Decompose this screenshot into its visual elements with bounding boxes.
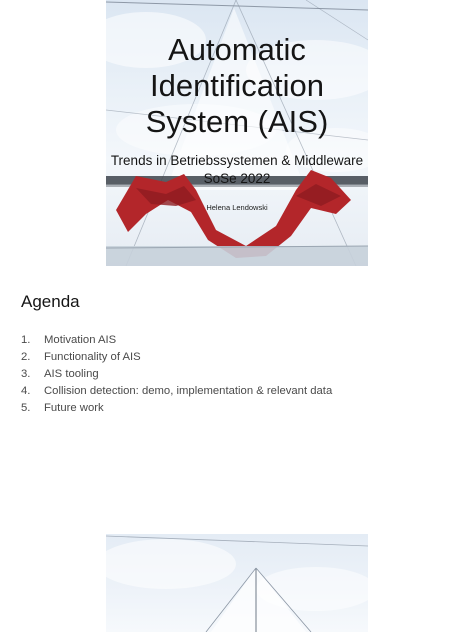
agenda-item xyxy=(21,349,332,366)
subtitle-line-2: SoSe 2022 xyxy=(203,171,271,186)
slide-author: Helena Lendowski xyxy=(206,203,268,212)
title-line-2: Identification xyxy=(149,68,325,103)
agenda-item-number: 3. xyxy=(21,368,31,380)
agenda-item xyxy=(21,400,332,417)
agenda-item xyxy=(21,366,332,383)
agenda-item-text: Future work xyxy=(44,402,104,414)
slide-title xyxy=(106,32,368,140)
agenda-item-number: 5. xyxy=(21,402,31,414)
title-slide xyxy=(106,0,368,266)
subtitle-line-1: Trends in Betriebssystemen & Middleware xyxy=(110,153,364,168)
title-line-1: Automatic xyxy=(168,32,306,67)
agenda-item-number: 1. xyxy=(21,334,31,346)
agenda-item-text: Motivation AIS xyxy=(44,334,117,346)
agenda-item-text: Functionality of AIS xyxy=(44,351,141,363)
agenda-title: Agenda xyxy=(21,292,80,311)
agenda-item xyxy=(21,332,332,349)
agenda-list xyxy=(21,332,332,417)
agenda-item xyxy=(21,383,332,400)
title-line-3: System (AIS) xyxy=(145,104,329,139)
agenda-item-number: 4. xyxy=(21,385,31,397)
agenda-item-text: Collision detection: demo, implementation & relevant data xyxy=(44,385,333,397)
next-slide-preview xyxy=(106,534,368,632)
agenda-item-number: 2. xyxy=(21,351,31,363)
agenda-item-text: AIS tooling xyxy=(44,368,99,380)
sail-mast-image xyxy=(106,534,368,632)
slide-subtitle xyxy=(106,152,368,188)
agenda-slide xyxy=(0,270,474,528)
